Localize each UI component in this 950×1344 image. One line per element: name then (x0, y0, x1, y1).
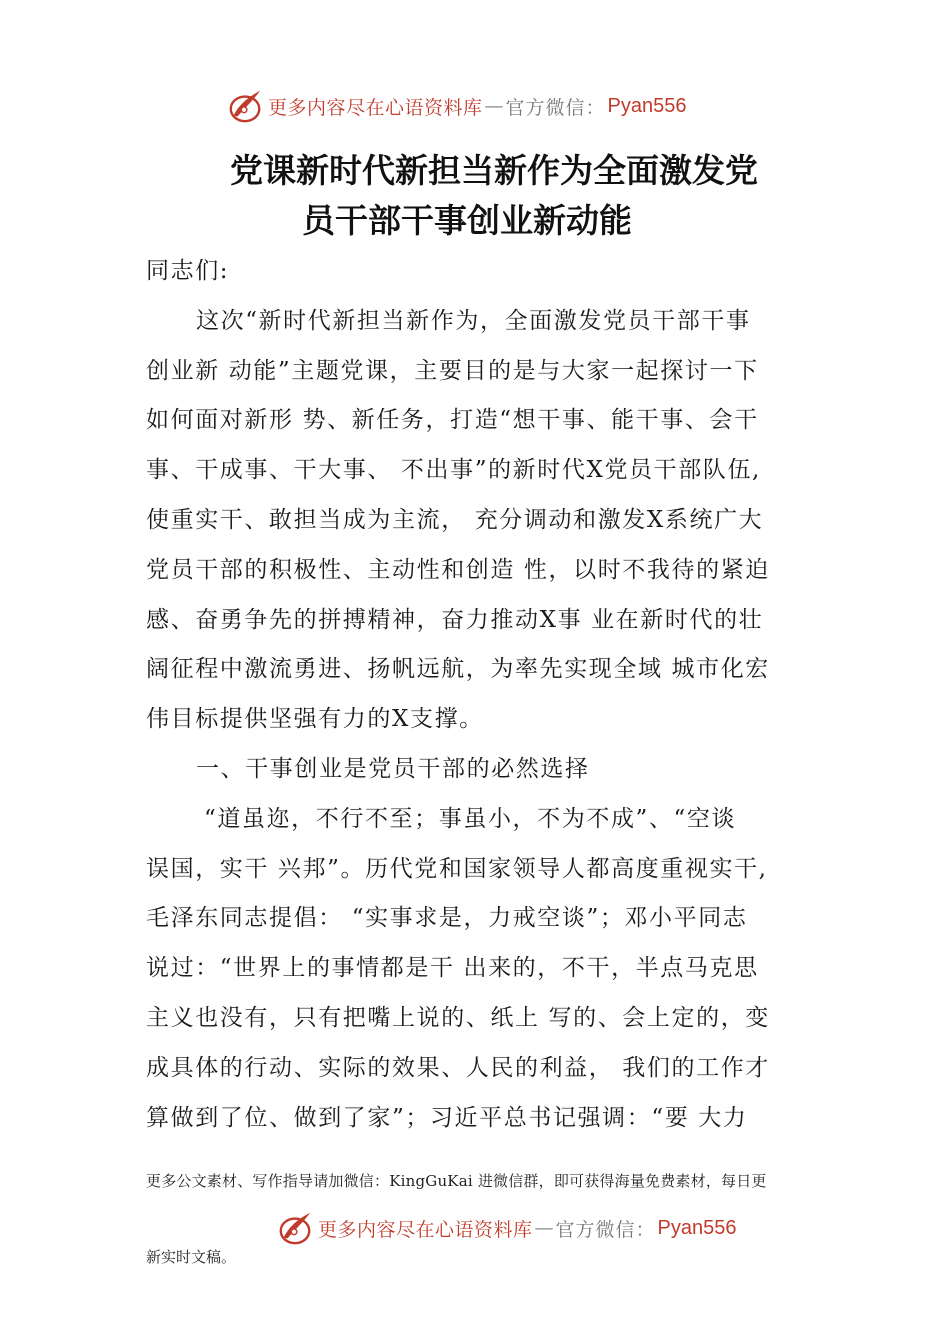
body-line: 算做到了位、做到了家”；习近平总书记强调：“要 大力 (146, 1104, 748, 1131)
header-banner (226, 86, 687, 126)
body-line: “道虽迩，不行不至；事虽小，不为不成”、“空谈 (204, 805, 737, 832)
quill-logo-icon (226, 87, 264, 125)
document-body (146, 247, 811, 1143)
body-line: 阔征程中激流勇进、扬帆远航，为率先实现全域 城市化宏 (146, 656, 770, 683)
banner-library-text: 更多内容尽在心语资料库 (318, 1218, 533, 1241)
banner-wechat-label: 官方微信： (505, 96, 606, 119)
banner-wechat-label: 官方微信： (555, 1218, 656, 1241)
body-line: 党员干部的积极性、主动性和创造 性，以时不我待的紧迫 (146, 556, 770, 583)
title-line-1: 党课新时代新担当新作为全面激发党 (230, 151, 758, 190)
body-line: 主义也没有，只有把嘴上说的、纸上 写的、会上定的，变 (146, 1004, 770, 1031)
footer-note: 更多公文素材、写作指导请加微信：KingGuKai 进微信群，即可获得海量免费素材，每日更 (146, 1172, 767, 1190)
body-line: 伟目标提供坚强有力的X支撑。 (146, 706, 484, 733)
body-line: 事、干成事、干大事、 不出事”的新时代X党员干部队伍, (146, 457, 761, 484)
body-line: 误国，实干 兴邦”。历代党和国家领导人都高度重视实干, (146, 855, 768, 882)
body-line: 如何面对新形 势、新任务，打造“想干事、能干事、会干 (146, 407, 759, 434)
body-line: 成具体的行动、实际的效果、人民的利益， 我们的工作才 (146, 1054, 770, 1081)
document-title (100, 146, 890, 246)
banner-wechat-id: Pyan556 (607, 94, 687, 117)
body-line: 毛泽东同志提倡： “实事求是，力戒空谈”；邓小平同志 (146, 905, 748, 932)
banner-dash: — (484, 95, 504, 117)
quill-logo-icon (276, 1209, 314, 1247)
body-line: 创业新 动能”主题党课，主要目的是与大家一起探讨一下 (146, 357, 759, 384)
banner-wechat-id: Pyan556 (657, 1216, 737, 1239)
banner-dash: — (534, 1217, 554, 1239)
title-line-2: 员干部干事创业新动能 (302, 201, 632, 240)
footer-note-continued: 新实时文稿。 (146, 1248, 237, 1266)
section-heading: 一、干事创业是党员干部的必然选择 (196, 755, 590, 782)
banner-library-text: 更多内容尽在心语资料库 (268, 96, 483, 119)
body-line: 说过：“世界上的事情都是干 出来的，不干，半点马克思 (146, 955, 759, 982)
footer-banner (276, 1208, 737, 1248)
salutation: 同志们: (146, 258, 230, 284)
body-line: 感、奋勇争先的拼搏精神，奋力推动X事 业在新时代的壮 (146, 606, 764, 633)
body-line: 使重实干、敢担当成为主流， 充分调动和激发X系统广大 (146, 506, 764, 533)
body-line: 这次“新时代新担当新作为，全面激发党员干部干事 (196, 307, 751, 334)
